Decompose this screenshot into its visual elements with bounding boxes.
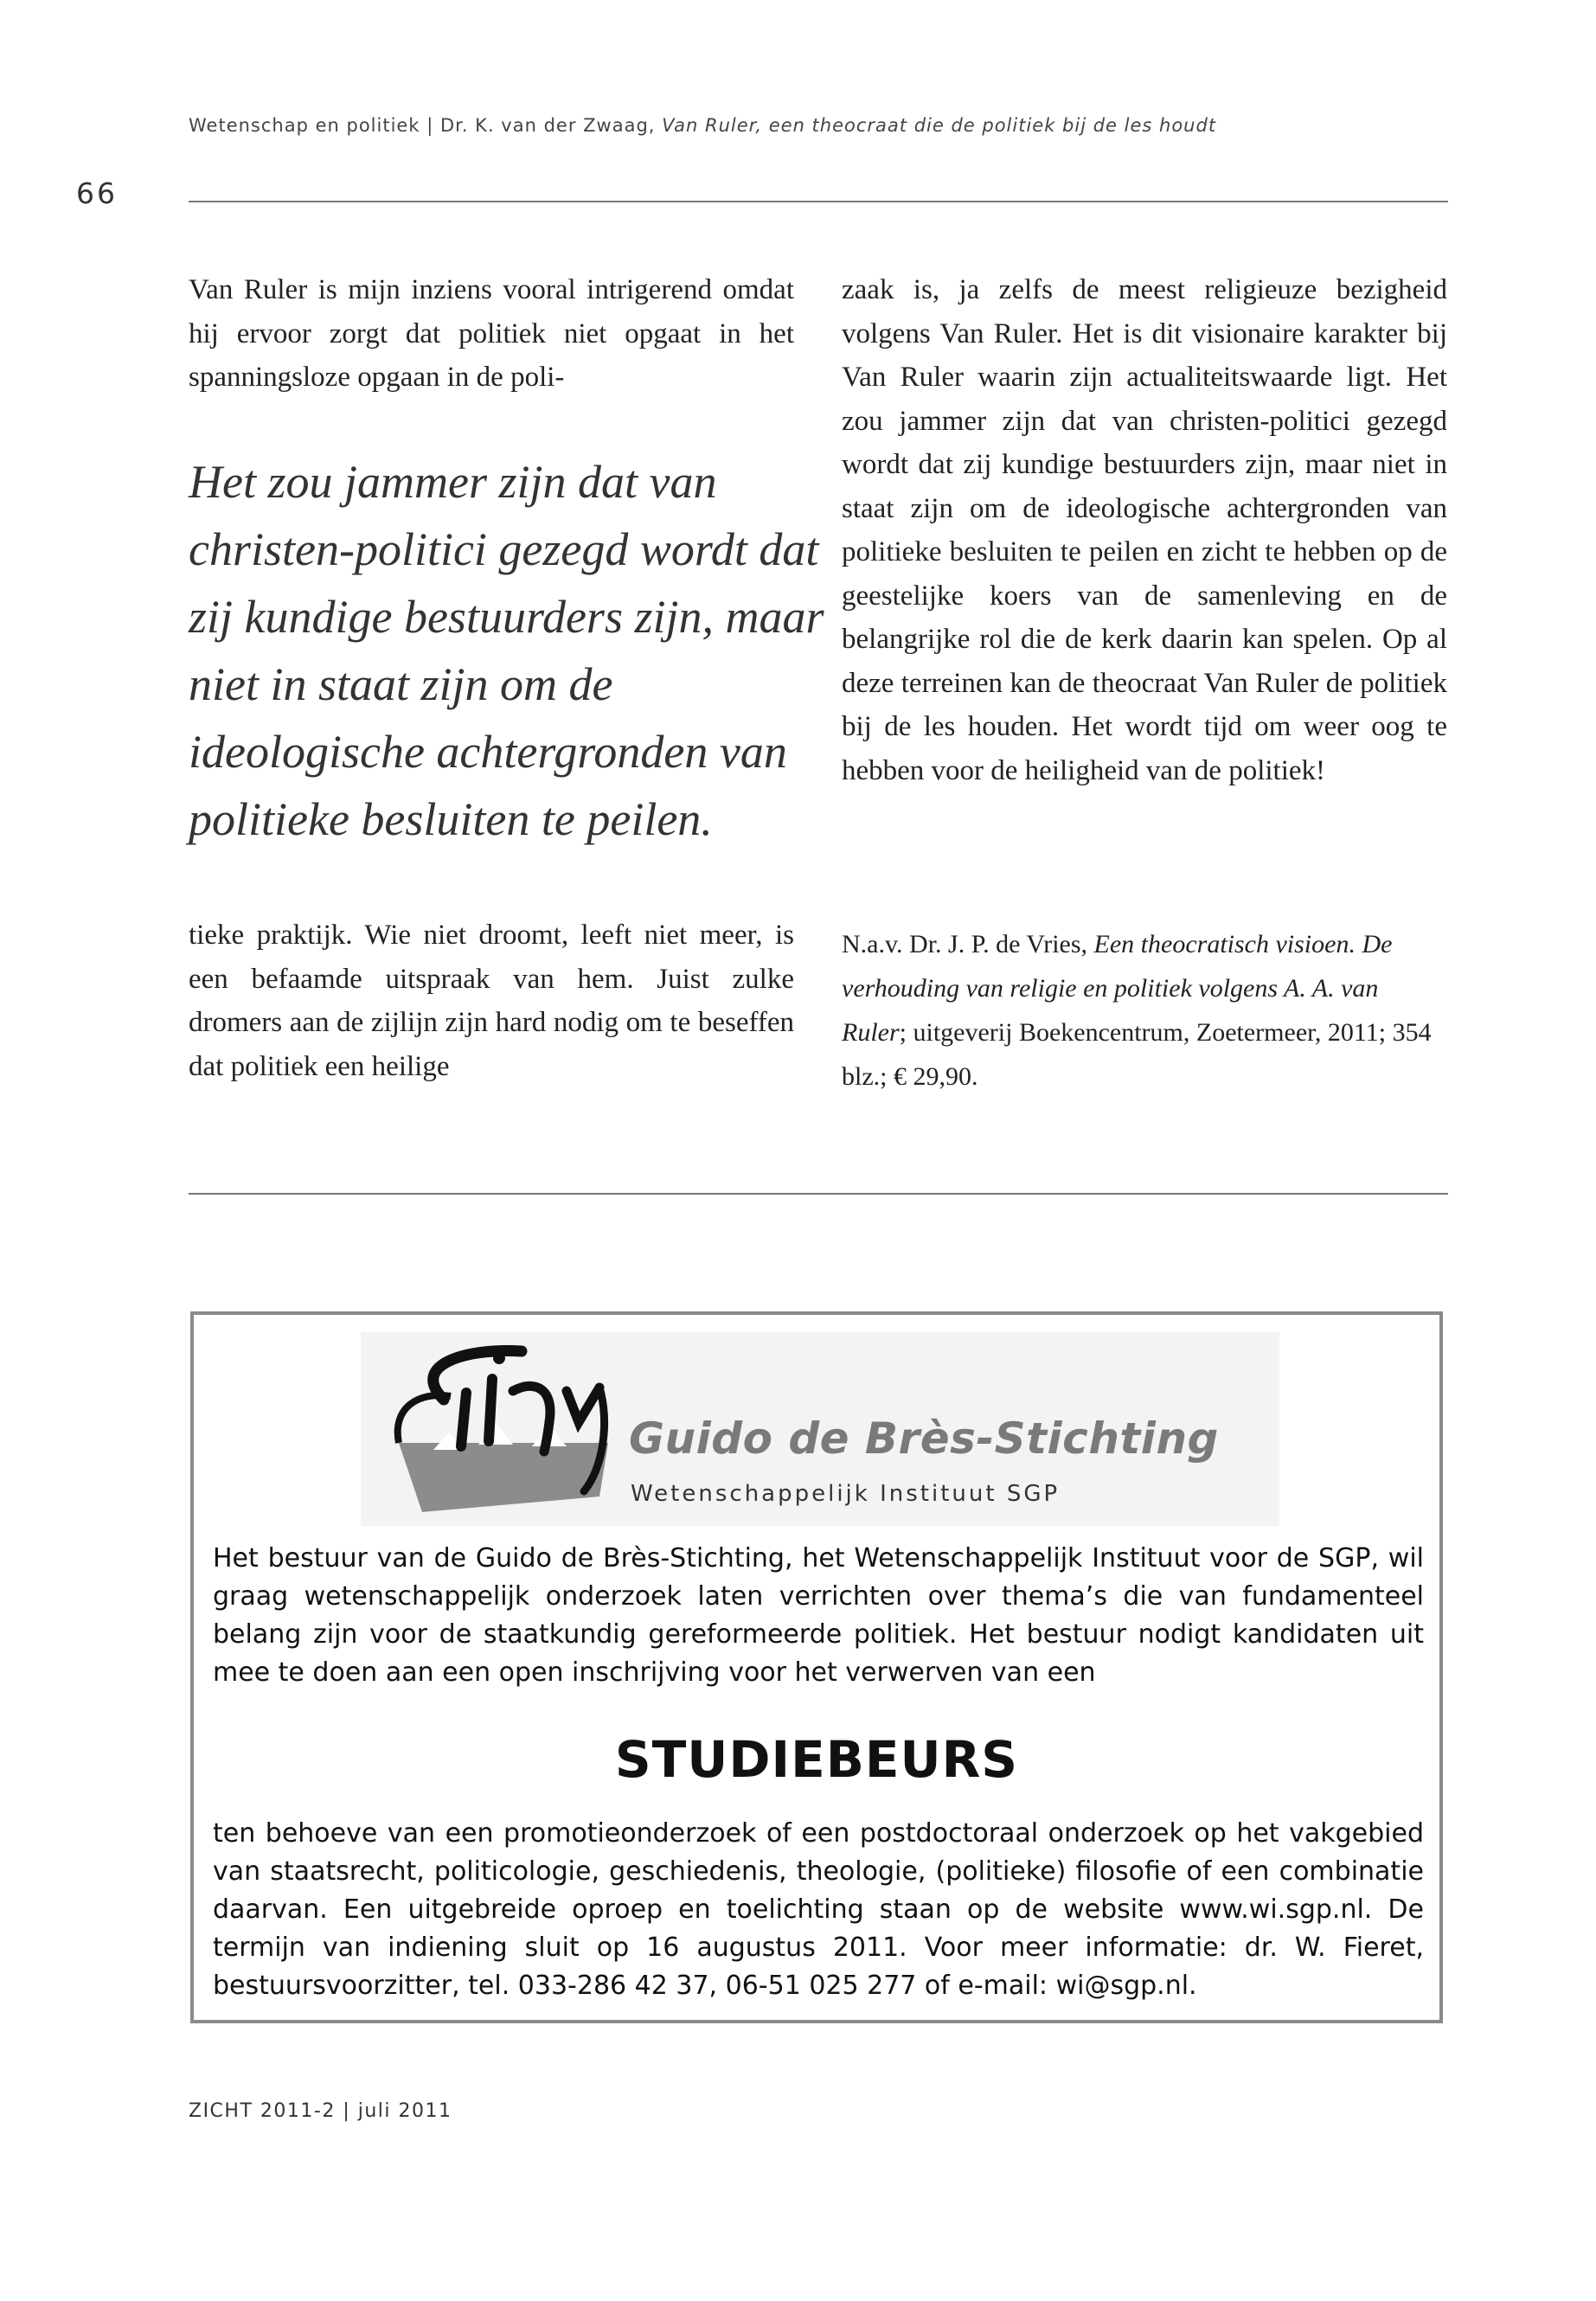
header-author: Dr. K. van der Zwaag, [439, 115, 656, 136]
foundation-logo-icon [383, 1339, 634, 1521]
ad-intro: Het bestuur van de Guido de Brès-Stichting, het Wetenschappelijk Instituut voor de SGP, wil graag wetenschappelijk onderzoek laten verrichten over thema’s die van fundamenteel belang zijn voor de staatkundig gereformeerde politiek. Het bestuur nodigt kandidaten uit mee te doen aan een open inschrijving voor het verwerven van een [213, 1543, 1424, 1688]
body-paragraph: Van Ruler is mijn inziens vooral intrigerend omdat hij ervoor zorgt dat politiek niet opgaat in het spanningsloze opgaan in de poli- [189, 274, 794, 393]
header-separator: | [426, 115, 434, 136]
header-divider [189, 201, 1448, 202]
left-column-bottom [189, 913, 794, 1088]
logo-title: Guido de Brès-Stichting [629, 1413, 1219, 1464]
book-reference [842, 922, 1447, 1099]
logo-subtitle: Wetenschappelijk Instituut SGP [631, 1481, 1061, 1507]
header-article-title: Van Ruler, een theocraat die de politiek bij de les houdt [662, 115, 1217, 136]
logo-panel [361, 1332, 1279, 1526]
page-footer: ZICHT 2011-2 | juli 2011 [189, 2100, 452, 2122]
left-column-top [189, 268, 794, 400]
ad-heading: STUDIEBEURS [614, 1730, 1019, 1789]
advertisement-box [190, 1311, 1443, 2023]
section-divider [189, 1193, 1448, 1195]
reference-prefix: N.a.v. Dr. J. P. de Vries, [842, 930, 1088, 958]
running-header [189, 115, 1452, 136]
body-paragraph: tieke praktijk. Wie niet droomt, leeft niet meer, is een befaamde uitspraak van hem. Juist zulke dromers aan de zijlijn zijn hard nodig om te beseffen dat politiek een heilige [189, 920, 794, 1082]
header-section: Wetenschap en politiek [189, 115, 420, 136]
pull-quote: Het zou jammer zijn dat van christen-politici gezegd wordt dat zij kundige bestuurders zijn, maar niet in staat zijn om de ideologische achtergronden van politieke besluiten te peilen. [189, 456, 824, 845]
reference-book-title: Een theocratisch visioen. De verhouding van religie en politiek volgens A. A. van Ruler [842, 930, 1393, 1047]
ad-details: ten behoeve van een promotieonderzoek of een postdoctoraal onderzoek op het vakgebied van staatsrecht, politicologie, geschiedenis, theologie, (politieke) filosofie of een combinatie daarvan. Een uitgebreide oproep en toelichting staan op de website www.wi.sgp.nl. De termijn van indiening sluit op 16 augustus 2011. Voor meer informatie: dr. W. Fieret, bestuursvoorzitter, tel. 033-286 42 37, 06-51 025 277 of e-mail: wi@sgp.nl. [213, 1818, 1424, 2001]
page-number: 66 [76, 176, 118, 210]
body-paragraph: zaak is, ja zelfs de meest religieuze bezigheid volgens Van Ruler. Het is dit visionaire karakter bij Van Ruler waarin zijn actualiteitswaarde ligt. Het zou jammer zijn dat van christen-politici gezegd wordt dat zij kundige bestuurders zijn, maar niet in staat zijn om de ideologische achtergronden van politieke besluiten te peilen en zicht te hebben op de geestelijke koers van de samenleving en de belangrijke rol die de kerk daarin kan spelen. Op al deze terreinen kan de theocraat Van Ruler de politiek bij de les houden. Het wordt tijd om weer oog te hebben voor de heiligheid van de politiek! [842, 274, 1447, 786]
reference-details: ; uitgeverij Boekencentrum, Zoetermeer, 2011; 354 blz.; € 29,90. [842, 1018, 1432, 1091]
right-column [842, 268, 1447, 792]
